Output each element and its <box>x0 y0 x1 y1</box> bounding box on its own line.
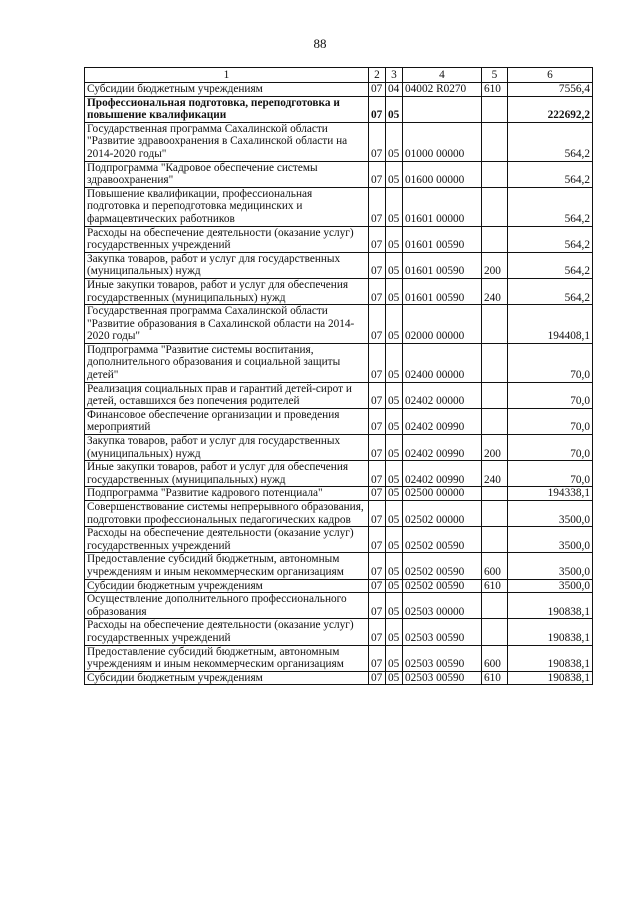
row-expense-type: 600 <box>482 645 508 671</box>
row-target-article: 04002 R0270 <box>403 83 482 97</box>
budget-table <box>84 67 593 685</box>
row-amount: 564,2 <box>508 278 593 304</box>
row-expense-type: 200 <box>482 252 508 278</box>
table-row <box>85 501 593 527</box>
row-name: Закупка товаров, работ и услуг для государственных (муниципальных) нужд <box>85 252 369 278</box>
row-name: Государственная программа Сахалинской области "Развитие образования в Сахалинской области на 2014-2020 годы" <box>85 305 369 344</box>
row-subsection-code: 05 <box>386 122 403 161</box>
row-name: Совершенствование системы непрерывного образования, подготовки профессиональных педагогических кадров <box>85 501 369 527</box>
row-expense-type <box>482 593 508 619</box>
row-section-code: 07 <box>369 461 386 487</box>
row-amount: 194408,1 <box>508 305 593 344</box>
row-amount: 564,2 <box>508 122 593 161</box>
row-section-code: 07 <box>369 487 386 501</box>
row-subsection-code: 05 <box>386 435 403 461</box>
row-expense-type <box>482 487 508 501</box>
row-target-article: 02402 00000 <box>403 382 482 408</box>
header-col-6: 6 <box>508 68 593 83</box>
row-expense-type: 240 <box>482 461 508 487</box>
table-row <box>85 593 593 619</box>
row-subsection-code: 05 <box>386 408 403 434</box>
row-section-code: 07 <box>369 226 386 252</box>
row-name: Подпрограмма "Развитие системы воспитания, дополнительного образования и социальной защиты детей" <box>85 343 369 382</box>
table-row <box>85 83 593 97</box>
table-row <box>85 461 593 487</box>
row-amount: 190838,1 <box>508 619 593 645</box>
row-name: Подпрограмма "Кадровое обеспечение системы здравоохранения" <box>85 161 369 187</box>
row-amount: 564,2 <box>508 226 593 252</box>
row-expense-type <box>482 501 508 527</box>
row-expense-type: 610 <box>482 671 508 685</box>
table-row <box>85 305 593 344</box>
row-subsection-code: 05 <box>386 161 403 187</box>
row-section-code: 07 <box>369 305 386 344</box>
row-expense-type: 240 <box>482 278 508 304</box>
row-name: Финансовое обеспечение организации и проведения мероприятий <box>85 408 369 434</box>
row-name: Профессиональная подготовка, переподготовка и повышение квалификации <box>85 96 369 122</box>
row-target-article: 02502 00000 <box>403 501 482 527</box>
row-amount: 70,0 <box>508 461 593 487</box>
row-section-code: 07 <box>369 645 386 671</box>
row-expense-type <box>482 226 508 252</box>
table-row <box>85 278 593 304</box>
row-name: Расходы на обеспечение деятельности (оказание услуг) государственных учреждений <box>85 619 369 645</box>
row-target-article: 02400 00000 <box>403 343 482 382</box>
row-expense-type: 610 <box>482 83 508 97</box>
row-name: Иные закупки товаров, работ и услуг для обеспечения государственных (муниципальных) нужд <box>85 461 369 487</box>
row-amount: 222692,2 <box>508 96 593 122</box>
row-subsection-code: 05 <box>386 553 403 579</box>
row-target-article <box>403 96 482 122</box>
row-expense-type: 600 <box>482 553 508 579</box>
header-col-5: 5 <box>482 68 508 83</box>
row-section-code: 07 <box>369 553 386 579</box>
header-row <box>85 68 593 83</box>
row-section-code: 07 <box>369 278 386 304</box>
row-amount: 70,0 <box>508 343 593 382</box>
row-target-article: 02402 00990 <box>403 408 482 434</box>
row-target-article: 02503 00590 <box>403 619 482 645</box>
row-target-article: 01600 00000 <box>403 161 482 187</box>
row-subsection-code: 05 <box>386 501 403 527</box>
row-target-article: 02502 00590 <box>403 579 482 593</box>
table-row <box>85 226 593 252</box>
row-name: Повышение квалификации, профессиональная подготовка и переподготовка медицинских и фармацевтических работников <box>85 187 369 226</box>
row-amount: 564,2 <box>508 161 593 187</box>
row-target-article: 01601 00000 <box>403 187 482 226</box>
row-name: Расходы на обеспечение деятельности (оказание услуг) государственных учреждений <box>85 527 369 553</box>
row-amount: 194338,1 <box>508 487 593 501</box>
row-amount: 70,0 <box>508 435 593 461</box>
row-subsection-code: 05 <box>386 187 403 226</box>
row-target-article: 02503 00590 <box>403 645 482 671</box>
row-subsection-code: 05 <box>386 461 403 487</box>
table-body <box>85 83 593 685</box>
table-row <box>85 122 593 161</box>
row-section-code: 07 <box>369 187 386 226</box>
row-name: Субсидии бюджетным учреждениям <box>85 671 369 685</box>
table-row <box>85 487 593 501</box>
row-expense-type: 610 <box>482 579 508 593</box>
row-expense-type <box>482 382 508 408</box>
row-target-article: 02500 00000 <box>403 487 482 501</box>
row-subsection-code: 05 <box>386 527 403 553</box>
row-target-article: 02402 00990 <box>403 435 482 461</box>
table-row <box>85 579 593 593</box>
row-section-code: 07 <box>369 408 386 434</box>
row-name: Государственная программа Сахалинской области "Развитие здравоохранения в Сахалинской области на 2014-2020 годы" <box>85 122 369 161</box>
row-expense-type <box>482 527 508 553</box>
table-row <box>85 96 593 122</box>
row-subsection-code: 05 <box>386 305 403 344</box>
row-amount: 564,2 <box>508 252 593 278</box>
table-row <box>85 382 593 408</box>
header-col-2: 2 <box>369 68 386 83</box>
row-amount: 3500,0 <box>508 501 593 527</box>
row-subsection-code: 05 <box>386 671 403 685</box>
row-amount: 70,0 <box>508 408 593 434</box>
table-row <box>85 187 593 226</box>
row-subsection-code: 05 <box>386 252 403 278</box>
row-name: Предоставление субсидий бюджетным, автономным учреждениям и иным некоммерческим организациям <box>85 553 369 579</box>
row-amount: 3500,0 <box>508 553 593 579</box>
table-row <box>85 619 593 645</box>
row-target-article: 01601 00590 <box>403 278 482 304</box>
table-row <box>85 645 593 671</box>
row-section-code: 07 <box>369 671 386 685</box>
table-header <box>85 68 593 83</box>
row-section-code: 07 <box>369 96 386 122</box>
row-subsection-code: 05 <box>386 593 403 619</box>
row-subsection-code: 05 <box>386 579 403 593</box>
table-row <box>85 527 593 553</box>
row-target-article: 02000 00000 <box>403 305 482 344</box>
row-name: Расходы на обеспечение деятельности (оказание услуг) государственных учреждений <box>85 226 369 252</box>
header-col-1: 1 <box>85 68 369 83</box>
row-section-code: 07 <box>369 435 386 461</box>
row-target-article: 01601 00590 <box>403 226 482 252</box>
row-amount: 7556,4 <box>508 83 593 97</box>
row-expense-type <box>482 96 508 122</box>
row-section-code: 07 <box>369 252 386 278</box>
table-row <box>85 435 593 461</box>
row-name: Иные закупки товаров, работ и услуг для обеспечения государственных (муниципальных) нужд <box>85 278 369 304</box>
row-section-code: 07 <box>369 619 386 645</box>
table-row <box>85 252 593 278</box>
row-amount: 564,2 <box>508 187 593 226</box>
row-name: Осуществление дополнительного профессионального образования <box>85 593 369 619</box>
row-amount: 190838,1 <box>508 671 593 685</box>
table-row <box>85 408 593 434</box>
row-section-code: 07 <box>369 343 386 382</box>
table-row <box>85 161 593 187</box>
row-section-code: 07 <box>369 579 386 593</box>
row-name: Предоставление субсидий бюджетным, автономным учреждениям и иным некоммерческим организациям <box>85 645 369 671</box>
row-name: Подпрограмма "Развитие кадрового потенциала" <box>85 487 369 501</box>
row-expense-type <box>482 161 508 187</box>
row-section-code: 07 <box>369 122 386 161</box>
row-expense-type <box>482 343 508 382</box>
header-col-4: 4 <box>403 68 482 83</box>
header-col-3: 3 <box>386 68 403 83</box>
row-section-code: 07 <box>369 501 386 527</box>
row-amount: 70,0 <box>508 382 593 408</box>
row-expense-type <box>482 122 508 161</box>
table-row <box>85 553 593 579</box>
row-target-article: 02402 00990 <box>403 461 482 487</box>
row-subsection-code: 05 <box>386 278 403 304</box>
row-expense-type <box>482 305 508 344</box>
row-amount: 3500,0 <box>508 579 593 593</box>
row-subsection-code: 05 <box>386 96 403 122</box>
row-target-article: 02503 00590 <box>403 671 482 685</box>
page-number: 88 <box>313 36 327 51</box>
row-subsection-code: 04 <box>386 83 403 97</box>
row-amount: 190838,1 <box>508 645 593 671</box>
row-subsection-code: 05 <box>386 619 403 645</box>
row-section-code: 07 <box>369 83 386 97</box>
row-target-article: 01000 00000 <box>403 122 482 161</box>
row-target-article: 01601 00590 <box>403 252 482 278</box>
row-section-code: 07 <box>369 527 386 553</box>
row-name: Реализация социальных прав и гарантий детей-сирот и детей, оставшихся без попечения родителей <box>85 382 369 408</box>
row-subsection-code: 05 <box>386 343 403 382</box>
row-subsection-code: 05 <box>386 382 403 408</box>
row-subsection-code: 05 <box>386 487 403 501</box>
row-subsection-code: 05 <box>386 226 403 252</box>
table-row <box>85 343 593 382</box>
row-name: Закупка товаров, работ и услуг для государственных (муниципальных) нужд <box>85 435 369 461</box>
row-expense-type <box>482 187 508 226</box>
row-target-article: 02502 00590 <box>403 553 482 579</box>
row-name: Субсидии бюджетным учреждениям <box>85 579 369 593</box>
row-expense-type: 200 <box>482 435 508 461</box>
row-name: Субсидии бюджетным учреждениям <box>85 83 369 97</box>
row-subsection-code: 05 <box>386 645 403 671</box>
row-expense-type <box>482 619 508 645</box>
row-expense-type <box>482 408 508 434</box>
row-amount: 190838,1 <box>508 593 593 619</box>
row-target-article: 02503 00000 <box>403 593 482 619</box>
row-section-code: 07 <box>369 593 386 619</box>
row-amount: 3500,0 <box>508 527 593 553</box>
row-section-code: 07 <box>369 161 386 187</box>
row-section-code: 07 <box>369 382 386 408</box>
row-target-article: 02502 00590 <box>403 527 482 553</box>
table-row <box>85 671 593 685</box>
